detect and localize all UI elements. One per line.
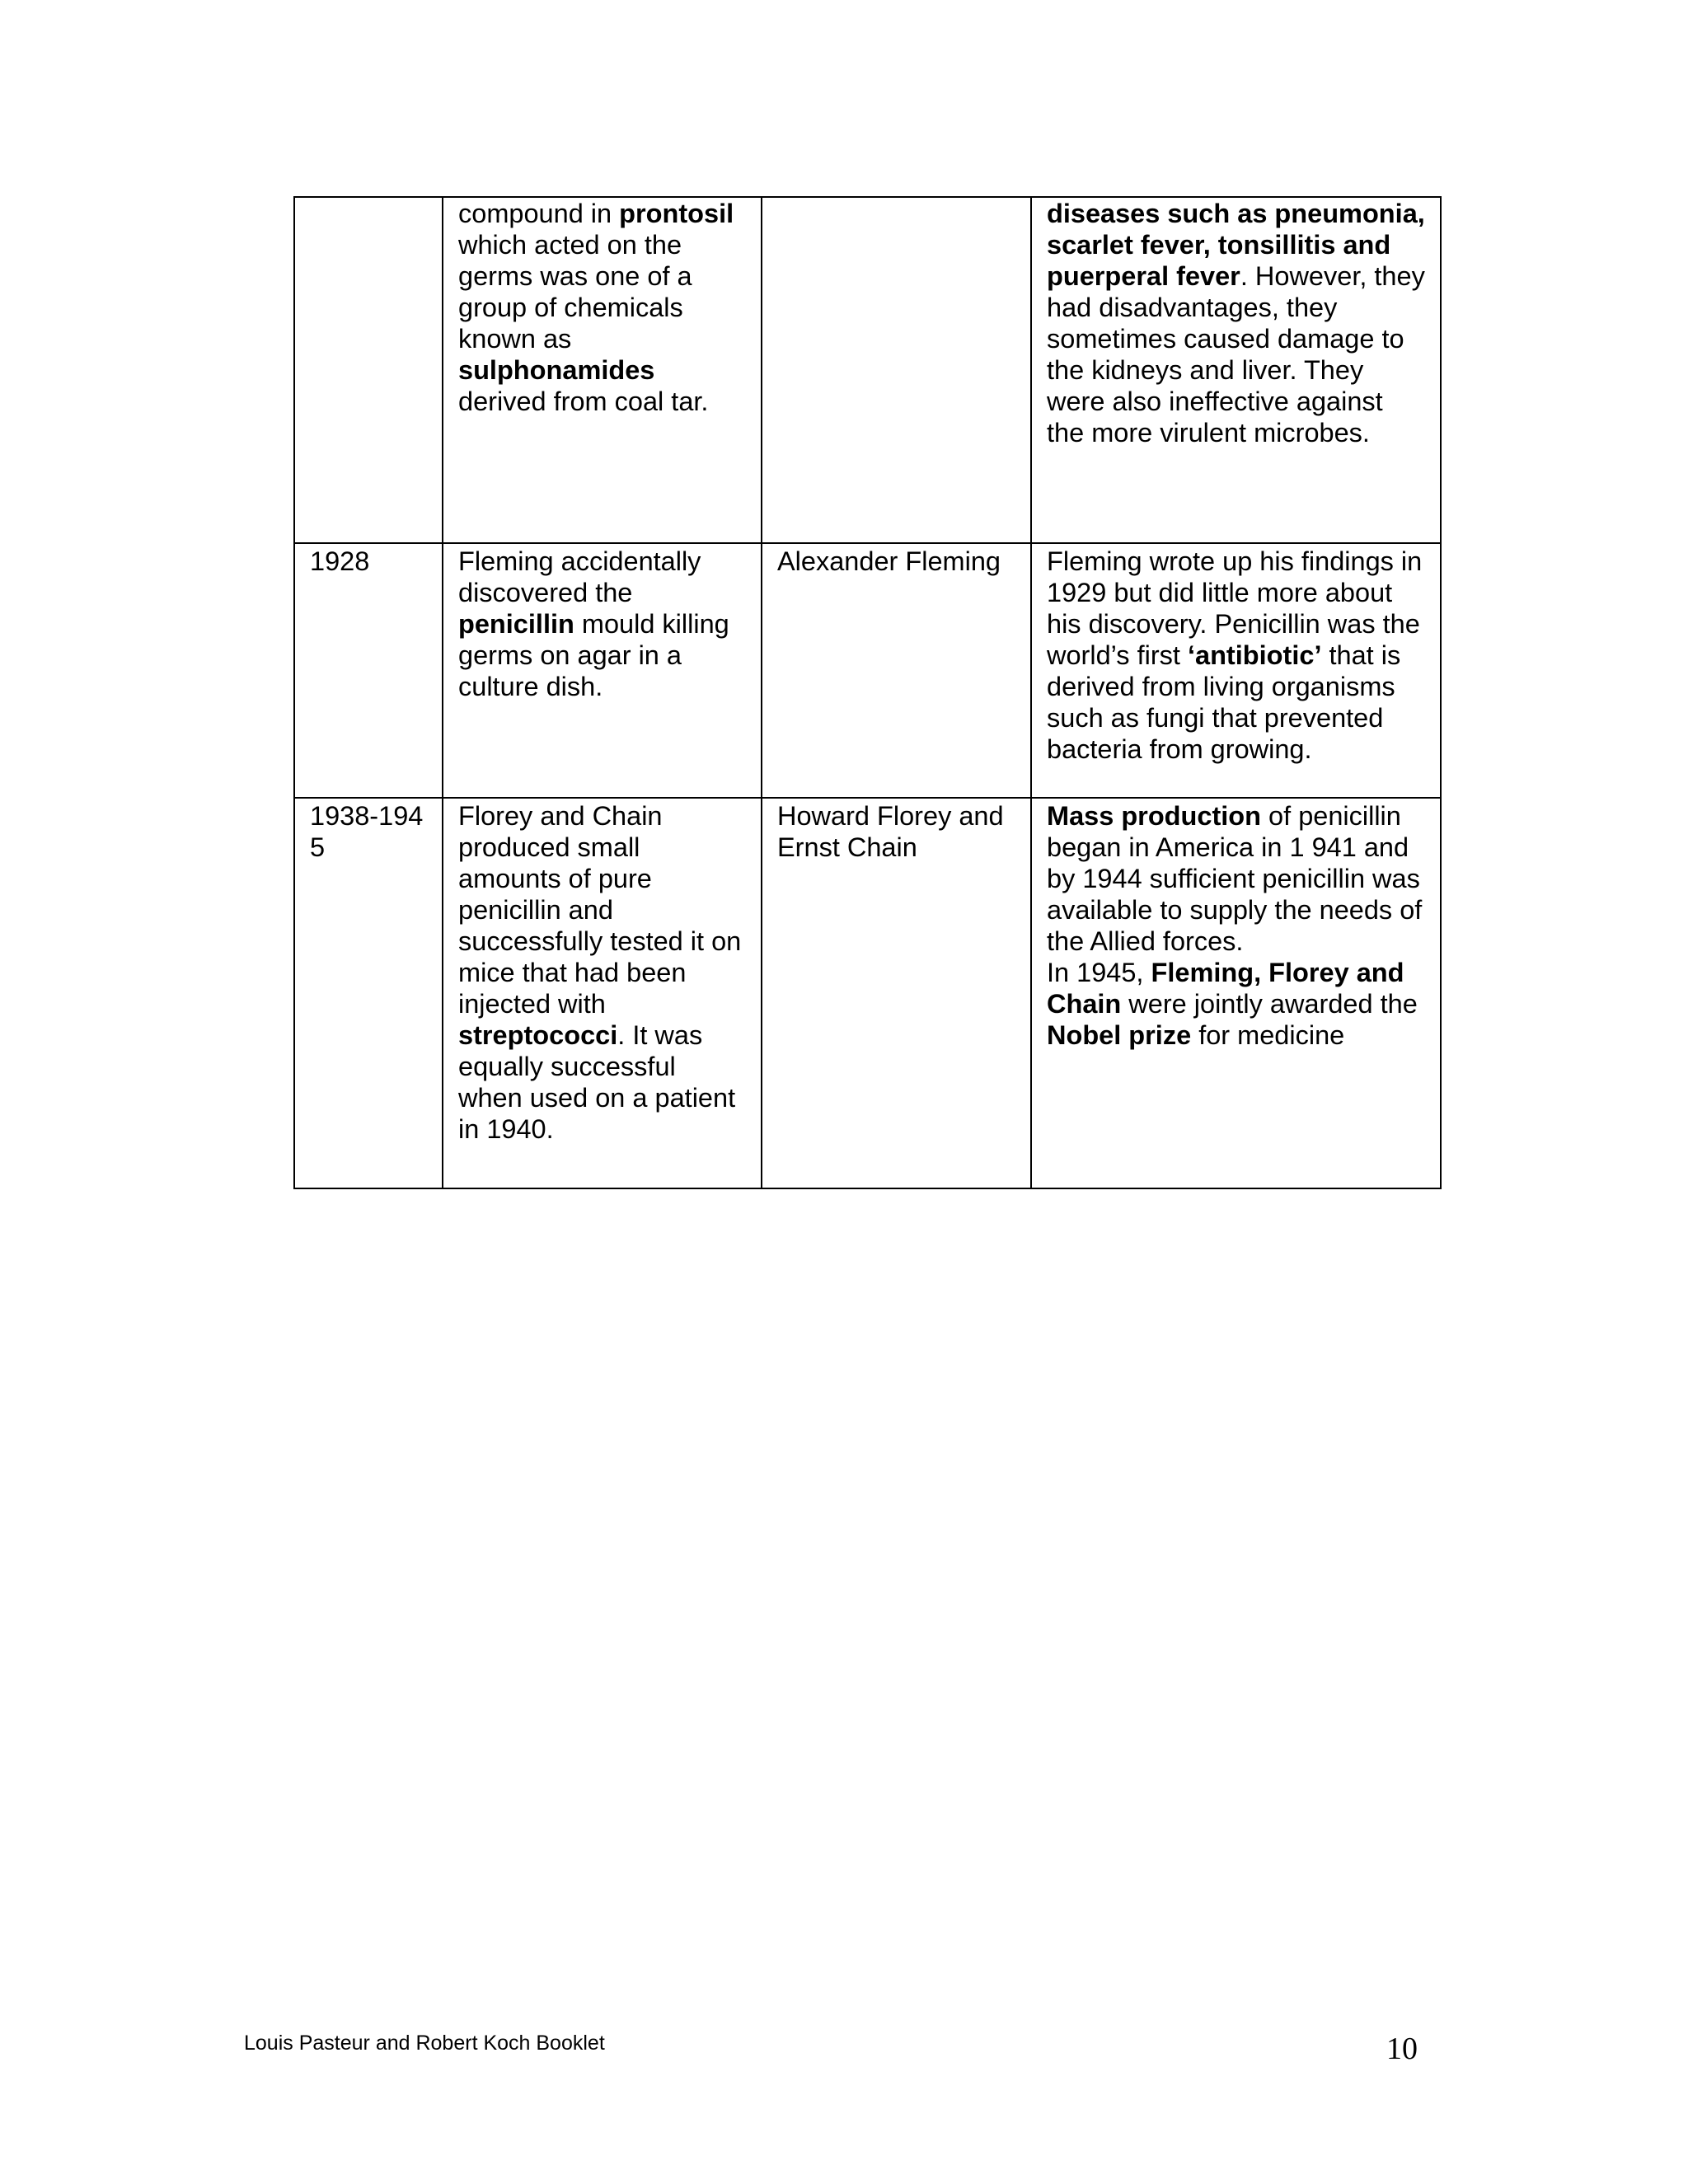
event-cell xyxy=(443,798,762,1188)
significance-text-bold: Fleming, Florey and Chain xyxy=(1047,958,1412,1019)
date-cell xyxy=(294,798,443,1188)
person-text: Alexander Fleming xyxy=(777,546,1001,576)
significance-text: that is derived from living organisms such as fungi that prevented bacteria from growing. xyxy=(1047,640,1409,764)
person-cell xyxy=(762,543,1031,798)
significance-cell xyxy=(1031,798,1441,1188)
event-text: Florey and Chain produced small amounts of pure penicillin and successfully tested it on mice that had been injected with xyxy=(458,801,749,1019)
event-cell xyxy=(443,197,762,543)
significance-text: . However, they had disadvantages, they sometimes caused damage to the kidneys and liver. They were also ineffective against the more virulent microbes. xyxy=(1047,261,1432,448)
table-row xyxy=(294,197,1441,543)
date-text: 1938-194 5 xyxy=(310,801,424,862)
date-text: 1928 xyxy=(310,546,370,576)
table-row xyxy=(294,543,1441,798)
timeline-table xyxy=(293,196,1442,1189)
person-cell xyxy=(762,798,1031,1188)
event-text-bold: sulphonamides xyxy=(458,355,655,385)
event-text: compound in xyxy=(458,199,620,228)
date-cell xyxy=(294,197,443,543)
event-text: mould killing germs on agar in a culture dish. xyxy=(458,609,737,701)
significance-text-bold: Mass production xyxy=(1047,801,1262,831)
footer-title: Louis Pasteur and Robert Koch Booklet xyxy=(244,2032,605,2055)
person-cell xyxy=(762,197,1031,543)
event-text: which acted on the germs was one of a group of chemicals known as xyxy=(458,199,742,354)
significance-text-bold: ‘antibiotic’ xyxy=(1187,640,1322,670)
significance-text-bold: Nobel prize xyxy=(1047,1020,1192,1050)
event-text: derived from coal tar. xyxy=(458,355,709,416)
significance-text-bold: diseases such as pneumonia, scarlet fever, tonsillitis and puerperal fever xyxy=(1047,199,1432,291)
person-text: Howard Florey and Ernst Chain xyxy=(777,801,1011,862)
page-number: 10 xyxy=(1386,2032,1418,2066)
event-text-bold: streptococci xyxy=(458,1020,618,1050)
event-text-bold: penicillin xyxy=(458,609,574,639)
event-text-bold: prontosil xyxy=(619,199,734,228)
table-row xyxy=(294,798,1441,1188)
significance-text: Fleming wrote up his findings in 1929 but did little more about his discovery. Penicillin was the world’s first xyxy=(1047,546,1430,670)
date-cell xyxy=(294,543,443,798)
significance-cell xyxy=(1031,543,1441,798)
event-cell xyxy=(443,543,762,798)
significance-text: for medicine xyxy=(1191,1020,1345,1050)
significance-text: of penicillin began in America in 1 941 and by 1944 sufficient penicillin was available to supply the needs of the Allied forces. In 1945, xyxy=(1047,801,1423,987)
event-text: Fleming accidentally discovered the xyxy=(458,546,709,607)
significance-text: were jointly awarded the xyxy=(1121,989,1425,1019)
significance-cell xyxy=(1031,197,1441,543)
event-text: . It was equally successful when used on a patient in 1940. xyxy=(458,1020,743,1144)
